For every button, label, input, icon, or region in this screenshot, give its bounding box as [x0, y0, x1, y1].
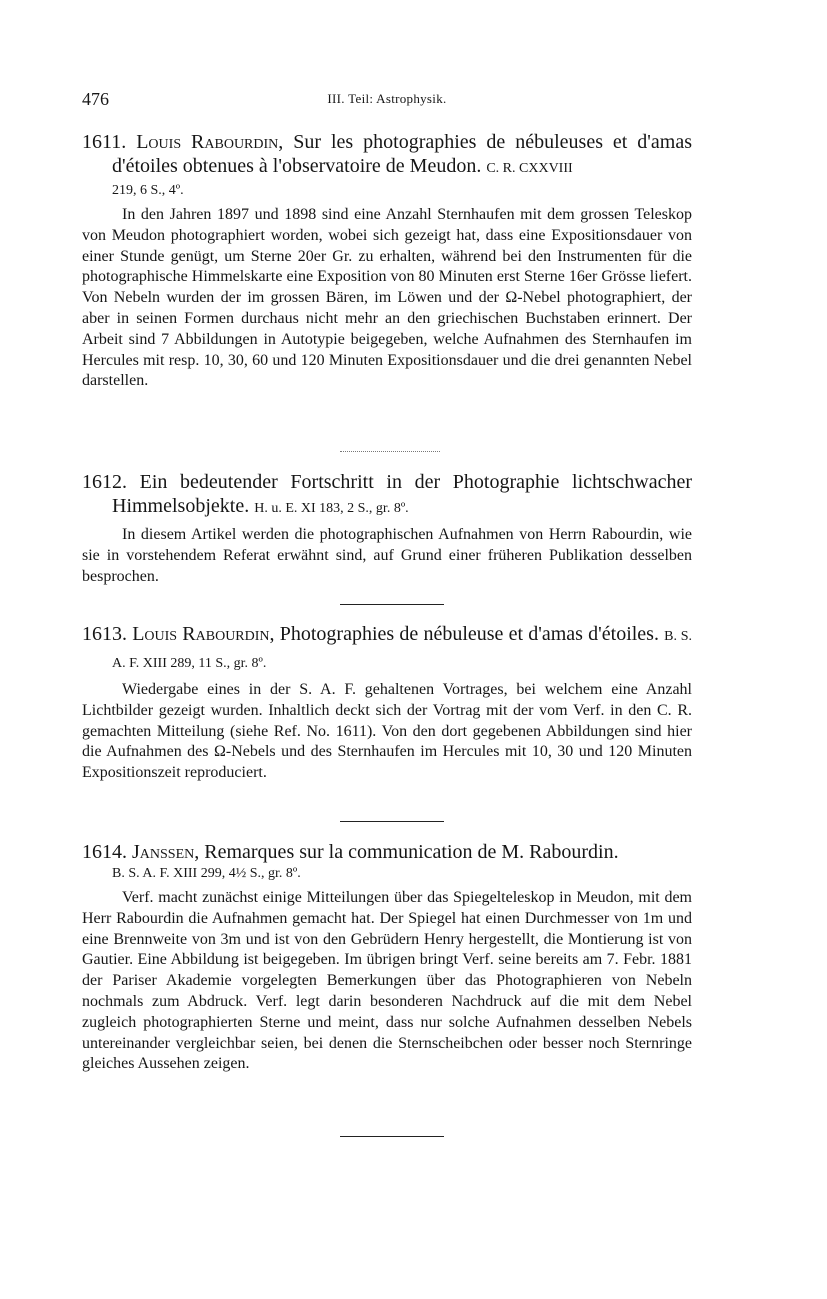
entry-heading — [82, 130, 692, 181]
entry-number: 1611. — [82, 131, 127, 153]
entry-reference: B. S. A. F. XIII 289, 11 S., gr. 8º. — [112, 629, 692, 671]
entry-source: B. S. A. F. XIII 299, 4½ S., gr. 8º. — [112, 866, 301, 881]
entry-title: , Sur les photographies de nébuleuses et d'amas d'étoiles obtenues à l'observatoire de Meudon. — [112, 131, 693, 177]
entry-1611 — [82, 130, 692, 392]
entry-1613 — [82, 622, 692, 784]
entry-1612 — [82, 470, 692, 587]
entry-abstract: Verf. macht zunächst einige Mitteilungen über das Spiegelteleskop in Meudon, mit dem Herr Rabourdin die Aufnahmen gemacht hat. Der Spiegel hat einen Durchmesser von 1m und eine Brennweite von 3m und ist von den Gebrüdern Henry hergestellt, die Montierung ist von Gautier. Eine Abbildung ist beigegeben. Im übrigen bringt Verf. seine bereits am 7. Febr. 1881 der Pariser Akademie vorgelegten Bemerkungen über das Photographieren von Nebeln nochmals zum Abdruck. Verf. legt darin besonderen Nachdruck auf die mit dem Nebel zugleich photographierten Sterne und meint, dass nur solche Aufnahmen desselben Nebels untereinander vergleichbar seien, bei denen die Sternscheibchen oder besser noch Sternringe gleiches Aussehen zeigen. — [82, 889, 692, 1073]
page-header — [82, 89, 692, 113]
entry-heading — [82, 840, 692, 864]
section-divider — [340, 821, 444, 822]
entry-source: 219, 6 S., 4º. — [112, 183, 184, 198]
section-divider — [340, 1136, 444, 1137]
entry-author: Janssen — [132, 841, 195, 863]
entry-abstract: In den Jahren 1897 und 1898 sind eine Anzahl Sternhaufen mit dem grossen Teleskop von Meudon photographiert worden, wobei sich gezeigt hat, dass eine Expositionsdauer von einer Stunde genügt, um Sterne 20er Gr. zu erhalten, während bei den Instrumenten für die photographische Himmelskarte eine Exposition von 80 Minuten erst Sterne 16er Grösse liefert. Von Nebeln wurden der im grossen Bären, im Löwen und der Ω-Nebel photographiert, der aber in seinen Formen durchaus nicht mehr an den griechischen Buchstaben erinnert. Der Arbeit sind 7 Abbildungen in Autotypie beigegeben, welche Aufnahmen des Sternhaufen im Hercules mit resp. 10, 30, 60 und 120 Minuten Expositionsdauer und die drei genannten Nebel darstellen. — [82, 206, 692, 390]
entry-number: 1613. — [82, 623, 127, 645]
entry-number: 1614. — [82, 841, 127, 863]
entry-author: Louis Rabourdin — [136, 131, 279, 153]
section-divider — [340, 604, 444, 605]
entry-1614 — [82, 840, 692, 1075]
entry-reference: H. u. E. XI 183, 2 S., gr. 8º. — [254, 501, 409, 516]
entry-title: , Photographies de nébuleuse et d'amas d'étoiles. — [269, 623, 659, 645]
entry-heading — [82, 470, 692, 521]
entry-abstract: Wiedergabe eines in der S. A. F. gehaltenen Vortrages, bei welchem eine Anzahl Lichtbilder gezeigt wurden. Inhaltlich deckt sich der Vortrag mit der vom Verf. in den C. R. gemachten Mitteilung (siehe Ref. No. 1611). Von den dort gegebenen Abbildungen sind hier die Aufnahmen des Ω-Nebels und des Sternhaufen im Hercules mit 10, 30 und 120 Minuten Expositionszeit reproduciert. — [82, 681, 692, 782]
page-number: 476 — [82, 89, 109, 109]
entry-reference: C. R. CXXVIII — [486, 161, 573, 176]
entry-heading — [82, 622, 692, 676]
entry-author: Louis Rabourdin — [132, 623, 270, 645]
entry-title: , Remarques sur la communication de M. Rabourdin. — [194, 841, 619, 863]
entry-abstract: In diesem Artikel werden die photographischen Aufnahmen von Herrn Rabourdin, wie sie in vorstehendem Referat erwähnt sind, auf Grund einer früheren Publikation desselben besprochen. — [82, 526, 692, 585]
running-title: III. Teil: Astrophysik. — [327, 91, 447, 106]
entry-number: 1612. — [82, 471, 127, 493]
section-divider — [340, 451, 440, 452]
entry-title: Ein bedeutender Fortschritt in der Photographie lichtschwacher Himmelsobjekte. — [112, 471, 692, 517]
